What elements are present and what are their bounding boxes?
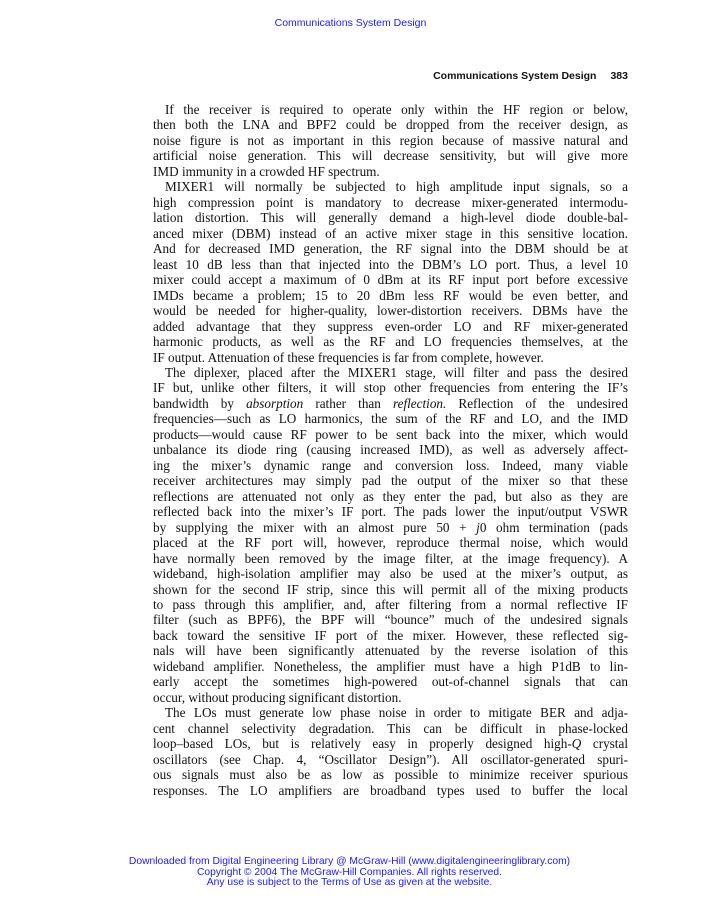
text-run: reflected back into the mixer’s IF port. The pads lower the input/output VSWR	[153, 504, 628, 520]
text-line	[153, 473, 628, 488]
text-run: added advantage that they suppress even-order LO and RF mixer-generated	[153, 318, 628, 334]
text-run: If the receiver is required to operate only within the HF region or below,	[165, 102, 628, 117]
text-run: filter (such as BPF6), the BPF will “bounce” much of the undesired signals	[153, 612, 628, 628]
text-line	[153, 705, 628, 720]
text-run: to pass through this amplifier, and, after filtering from a normal reflective IF	[153, 597, 628, 612]
text-line	[153, 643, 628, 658]
text-run: shown for the second IF strip, since this will permit all of the mixing products	[153, 581, 628, 597]
text-run: receiver architectures may simply pad the output of the mixer so that these	[153, 473, 628, 489]
text-run: would be needed for higher-quality, lower-distortion receivers. DBMs have the	[153, 303, 628, 319]
text-run: 0 ohm termination (pads	[479, 519, 628, 535]
text-line	[153, 520, 628, 535]
italic-text: absorption	[246, 395, 304, 411]
italic-text: reflection.	[392, 395, 447, 411]
text-line	[153, 179, 628, 194]
text-run: unbalance its diode ring (causing increased IMD), as well as adversely affect-	[153, 442, 628, 458]
text-line	[153, 303, 628, 318]
text-line	[153, 752, 628, 767]
text-line	[153, 504, 628, 519]
text-run: artificial noise generation. This will decrease sensitivity, but will give more	[153, 148, 628, 164]
text-run: occur, without producing significant distortion.	[153, 689, 402, 705]
text-run: least 10 dB less than that injected into the DBM’s LO port. Thus, a level 10	[153, 256, 628, 272]
text-run: bandwidth by	[153, 395, 247, 411]
text-line	[153, 612, 628, 627]
text-line	[153, 133, 628, 148]
footer-download-link[interactable]: Downloaded from Digital Engineering Library @ McGraw-Hill (www.digitalengineeringlibrary.com)	[128, 856, 571, 867]
running-head	[153, 70, 628, 82]
text-run: oscillators (see Chap. 4, “Oscillator Design”). All oscillator-generated spuri-	[153, 751, 628, 767]
text-run: placed at the RF port will, however, reproduce thermal noise, which would	[153, 535, 628, 551]
text-line	[153, 257, 628, 272]
page-number: 383	[610, 70, 628, 82]
italic-text: Q	[571, 736, 582, 752]
text-run: harmonic products, as well as the RF and LO frequencies themselves, at the	[153, 334, 628, 350]
text-run: The LOs must generate low phase noise in order to mitigate BER and adja-	[165, 705, 628, 721]
text-line	[153, 674, 628, 689]
paragraph	[153, 179, 628, 365]
text-run: nals will have been significantly attenuated by the reverse isolation of this	[153, 643, 628, 659]
text-line	[153, 288, 628, 303]
text-line	[153, 272, 628, 287]
text-run: Reflection of the undesired	[446, 395, 628, 411]
text-line	[153, 117, 628, 132]
footer-copyright[interactable]: Copyright © 2004 The McGraw-Hill Companies. All rights reserved.	[197, 866, 502, 878]
text-run: anced mixer (DBM) instead of an active mixer stage in this sensitive location.	[153, 225, 628, 241]
text-run: mixer could accept a maximum of 0 dBm at its RF input port before excessive	[153, 272, 628, 288]
text-run: by supplying the mixer with an almost pure 50 +	[153, 519, 477, 535]
text-run: cent channel selectivity degradation. This can be difficult in phase-locked	[153, 720, 628, 736]
text-line	[153, 597, 628, 612]
text-run: loop–based LOs, but is relatively easy in properly designed high-	[153, 736, 572, 752]
text-line	[153, 148, 628, 163]
text-run: have normally been removed by the image filter, at the image frequency). A	[153, 550, 628, 566]
text-line	[153, 690, 628, 705]
text-run: MIXER1 will normally be subjected to high amplitude input signals, so a	[165, 179, 628, 195]
text-line	[153, 226, 628, 241]
text-line	[153, 659, 628, 674]
footer-terms-link[interactable]: Any use is subject to the Terms of Use as given at the website.	[206, 877, 493, 888]
text-line	[153, 319, 628, 334]
text-run: ing the mixer’s dynamic range and conversion loss. Indeed, many viable	[153, 457, 628, 473]
paragraph	[153, 705, 628, 798]
text-line	[153, 334, 628, 349]
text-line	[153, 195, 628, 210]
text-line	[153, 721, 628, 736]
running-head-title: Communications System Design	[433, 70, 597, 82]
text-line	[153, 783, 628, 798]
text-run: back toward the sensitive IF port of the mixer. However, these reflected sig-	[153, 627, 628, 643]
text-run: ous signals must also be as low as possible to minimize receiver spurious	[153, 767, 628, 783]
text-run: responses. The LO amplifiers are broadband types used to buffer the local	[153, 782, 628, 798]
text-line	[153, 566, 628, 581]
italic-text: j	[476, 519, 480, 535]
text-line	[153, 442, 628, 457]
text-run: IF but, unlike other filters, it will stop other frequencies from entering the IF’s	[153, 380, 628, 396]
text-line	[153, 582, 628, 597]
text-line	[153, 458, 628, 473]
text-run: lation distortion. This will generally demand a high-level diode double-bal-	[153, 210, 628, 226]
text-line	[153, 396, 628, 411]
text-run: wideband, high-isolation amplifier may also be used at the mixer’s output, as	[153, 566, 628, 582]
text-run: noise figure is not as important in this region because of massive natural and	[153, 132, 628, 148]
text-line	[153, 535, 628, 550]
text-run: IMD immunity in a crowded HF spectrum.	[153, 163, 380, 179]
text-line	[153, 210, 628, 225]
text-line	[153, 427, 628, 442]
text-run: IF output. Attenuation of these frequencies is far from complete, however.	[153, 349, 544, 365]
text-line	[153, 365, 628, 380]
text-run: And for decreased IMD generation, the RF signal into the DBM should be at	[153, 241, 628, 257]
text-line	[153, 489, 628, 504]
text-line	[153, 736, 628, 751]
text-line	[153, 350, 628, 365]
top-banner-link[interactable]: Communications System Design	[274, 17, 427, 29]
text-line	[153, 164, 628, 179]
body-text	[153, 102, 628, 798]
text-line	[153, 767, 628, 782]
text-line	[153, 411, 628, 426]
text-run: crystal	[581, 736, 628, 752]
text-run: wideband amplifier. Nonetheless, the amplifier must have a high P1dB to lin-	[153, 658, 628, 674]
text-run: reflections are attenuated not only as they enter the pad, but also as they are	[153, 488, 628, 504]
text-line	[153, 102, 628, 117]
text-run: rather than	[303, 395, 393, 411]
footer	[0, 857, 701, 889]
text-line	[153, 241, 628, 256]
text-run: high compression point is mandatory to decrease mixer-generated intermodu-	[153, 194, 628, 210]
paragraph	[153, 102, 628, 179]
text-run: frequencies—such as LO harmonics, the sum of the RF and LO, and the IMD	[153, 411, 628, 427]
text-line	[153, 628, 628, 643]
text-run: early accept the sometimes high-powered out-of-channel signals that can	[153, 674, 628, 690]
text-run: IMDs became a problem; 15 to 20 dBm less RF would be even better, and	[153, 287, 628, 303]
text-line	[153, 551, 628, 566]
text-run: The diplexer, placed after the MIXER1 stage, will filter and pass the desired	[165, 364, 628, 380]
text-run: products—would cause RF power to be sent back into the mixer, which would	[153, 426, 628, 442]
paragraph	[153, 365, 628, 705]
text-line	[153, 380, 628, 395]
text-run: then both the LNA and BPF2 could be dropped from the receiver design, as	[153, 117, 628, 133]
